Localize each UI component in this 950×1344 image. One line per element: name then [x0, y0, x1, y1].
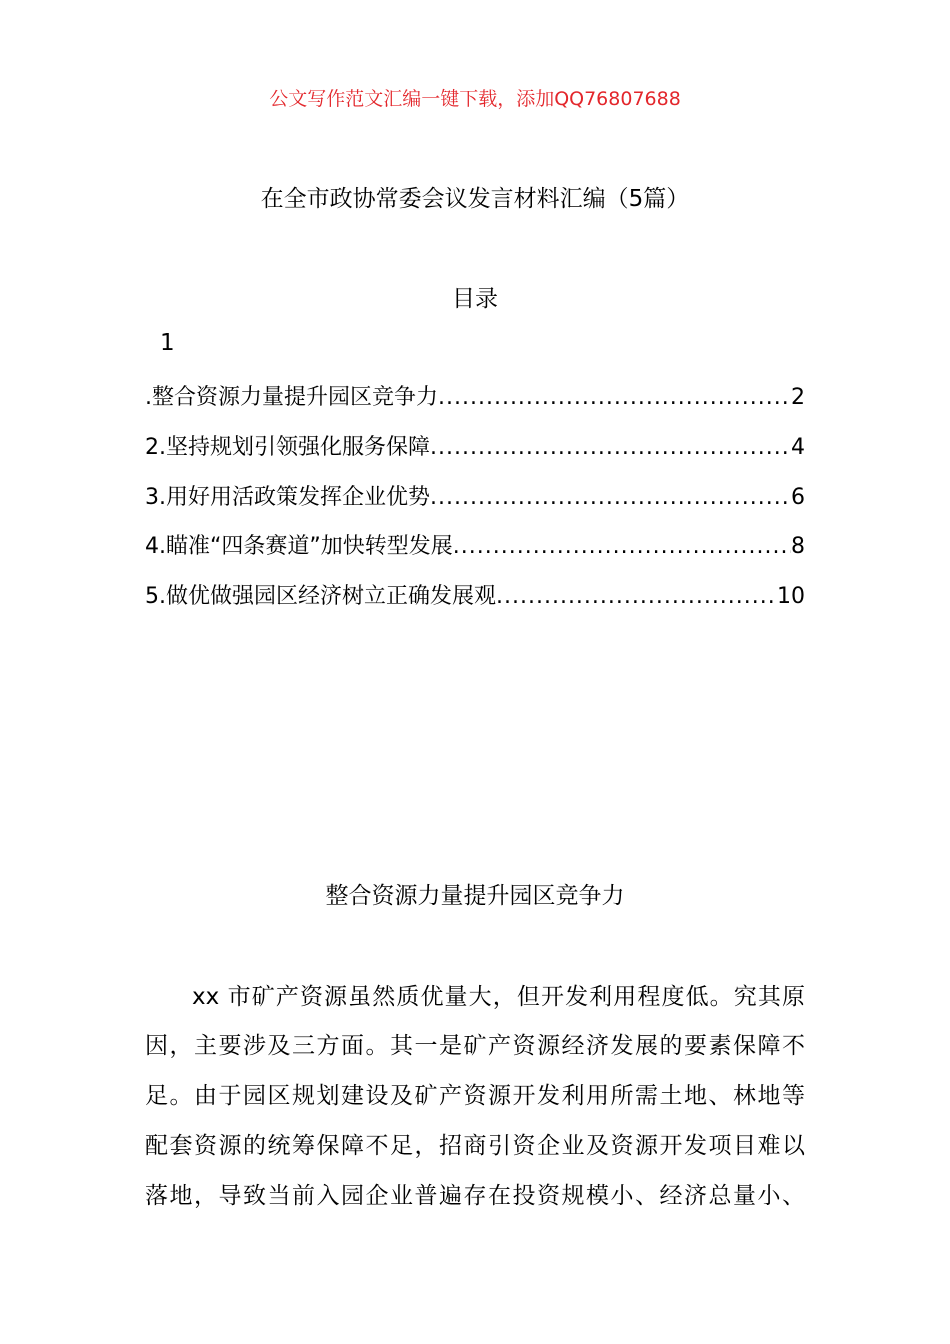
toc-entry[interactable]	[145, 579, 805, 609]
toc-entry-label: 4.瞄准“四条赛道”加快转型发展	[145, 534, 453, 559]
toc-entry-label: 3.用好用活政策发挥企业优势	[145, 485, 430, 510]
toc-entry[interactable]	[145, 380, 805, 410]
body-line: 因，主要涉及三方面。其一是矿产资源经济发展的要素保障不	[145, 1033, 805, 1059]
body-line: 足。由于园区规划建设及矿产资源开发利用所需土地、林地等	[145, 1083, 805, 1109]
toc-entry-page: 4	[791, 435, 805, 460]
download-ad-banner: 公文写作范文汇编一键下载，添加QQ76807688	[269, 88, 681, 110]
body-line: 落地，导致当前入园企业普遍存在投资规模小、经济总量小、	[145, 1183, 805, 1209]
toc-leader	[430, 435, 791, 460]
toc-number: 1	[160, 330, 175, 356]
toc-entry-page: 10	[777, 584, 805, 609]
toc-heading: 目录	[452, 286, 498, 312]
body-line: 配套资源的统筹保障不足，招商引资企业及资源开发项目难以	[145, 1133, 805, 1159]
toc-leader	[453, 534, 791, 559]
toc-entry-label: .整合资源力量提升园区竞争力	[145, 385, 438, 410]
toc-entry[interactable]	[145, 529, 805, 559]
document-title: 在全市政协常委会议发言材料汇编（5篇）	[260, 186, 690, 212]
toc-entry-page: 8	[791, 534, 805, 559]
toc-entry[interactable]	[145, 430, 805, 460]
toc-entry[interactable]	[145, 480, 805, 510]
section-heading: 整合资源力量提升园区竞争力	[325, 883, 625, 909]
toc-leader	[496, 584, 777, 609]
toc-entry-page: 6	[791, 485, 805, 510]
toc-entry-page: 2	[791, 385, 805, 410]
body-line: xx 市矿产资源虽然质优量大，但开发利用程度低。究其原	[192, 984, 805, 1010]
toc-leader	[438, 385, 791, 410]
toc-leader	[430, 485, 791, 510]
toc-entry-label: 5.做优做强园区经济树立正确发展观	[145, 584, 496, 609]
toc-entry-label: 2.坚持规划引领强化服务保障	[145, 435, 430, 460]
